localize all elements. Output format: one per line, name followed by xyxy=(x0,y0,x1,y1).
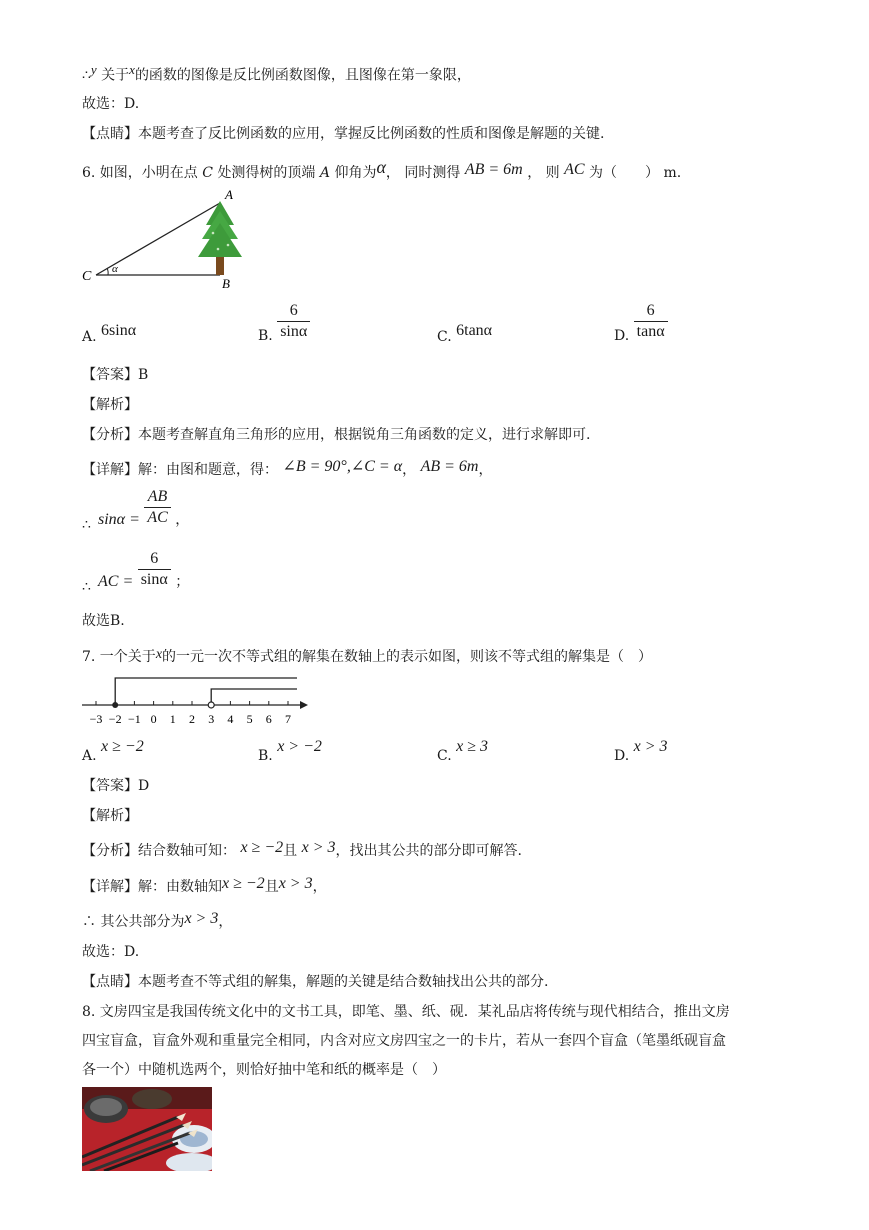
fraction-numerator: AB xyxy=(147,488,168,505)
x-variable: x xyxy=(129,62,135,77)
inequality: x > 3 xyxy=(184,910,219,927)
inequality: x > 3 xyxy=(278,875,313,892)
choose-line: 故选：D. xyxy=(82,96,140,112)
axis-tick-label: 2 xyxy=(189,712,195,726)
analysis-text: ，找出其公共的部分即可解答. xyxy=(335,843,522,859)
stem-text: 的一元一次不等式组的解集在数轴上的表示如图，则该不等式组的解集是（ ） xyxy=(162,649,653,665)
option-value: x > −2 xyxy=(277,738,322,755)
answer-line: 【答案】D xyxy=(82,778,150,794)
option-fraction xyxy=(634,302,668,341)
q6-stem xyxy=(82,157,681,182)
equation-lhs: AC = xyxy=(98,572,134,590)
option-label: B. xyxy=(258,327,273,344)
solution-ray-2 xyxy=(211,689,297,705)
calligraphy-brushes-photo xyxy=(82,1087,212,1171)
analysis-line xyxy=(82,839,522,860)
option-label: C. xyxy=(437,329,452,345)
equation-fraction xyxy=(138,550,171,589)
number-line-axis xyxy=(82,678,308,726)
axis-tick-label: −2 xyxy=(108,712,122,726)
jiexi-line: 【解析】 xyxy=(82,397,138,413)
comment-line: 【点睛】本题考查了反比例函数的应用，掌握反比例函数的性质和图像是解题的关键. xyxy=(82,126,605,142)
inequality: x ≥ −2 xyxy=(240,839,284,856)
option-value: x > 3 xyxy=(633,738,668,755)
axis-tick-label: −1 xyxy=(128,712,141,726)
detail-text: 【详解】解：由图和题意，得： xyxy=(82,462,278,478)
option-value: 6sinα xyxy=(101,322,137,339)
step1-equation xyxy=(98,488,189,527)
option-label: B. xyxy=(258,748,273,764)
fraction-numerator: 6 xyxy=(289,302,298,319)
equation-lhs: sinα = xyxy=(98,510,140,528)
number-line-figure xyxy=(82,672,308,732)
q8-line-3: 各一个）中随机选两个，则恰好抽中笔和纸的概率是（ ） xyxy=(82,1062,446,1078)
x-variable: x xyxy=(155,647,163,662)
option-b xyxy=(258,302,310,344)
analysis-text: 【分析】结合数轴可知： xyxy=(82,843,236,859)
stem-text: 为（ ） m. xyxy=(589,165,682,181)
axis-tick-label: 1 xyxy=(169,712,176,726)
angle-alpha-label: α xyxy=(112,263,118,275)
stem-text: 处测得树的顶端 xyxy=(217,165,316,181)
option-value: 6tanα xyxy=(456,322,493,339)
triangle-tree-figure xyxy=(78,185,258,290)
inequality: x > 3 xyxy=(301,839,336,856)
closed-point-icon xyxy=(112,702,118,708)
fraction-denominator: AC xyxy=(144,507,170,527)
detail-text: ， xyxy=(312,879,327,895)
detail-text: ， xyxy=(402,462,417,478)
intro-line xyxy=(82,62,471,85)
solution-ray-1 xyxy=(115,678,297,705)
option-value: x ≥ −2 xyxy=(101,738,144,755)
y-variable: y xyxy=(90,62,97,77)
q7-stem xyxy=(82,646,652,666)
intro-text: 的函数的图像是反比例函数图像，且图像在第一象限， xyxy=(134,67,471,84)
detail-line xyxy=(82,456,492,479)
jiexi-line: 【解析】 xyxy=(82,808,138,824)
option-label: D. xyxy=(614,748,630,764)
stem-text: 7. 一个关于 xyxy=(82,649,156,665)
option-c xyxy=(437,738,489,764)
option-label: D. xyxy=(614,327,630,344)
therefore-symbol: ∴ xyxy=(82,67,91,84)
stem-text: 6. 如图，小明在点 xyxy=(82,165,198,181)
comment-line: 【点睛】本题考查不等式组的解集，解题的关键是结合数轴找出公共的部分. xyxy=(82,974,549,990)
option-fraction xyxy=(277,302,310,341)
therefore-symbol: ∴ xyxy=(82,579,91,595)
ab-equation: AB = 6m xyxy=(464,161,523,178)
fraction-denominator: tanα xyxy=(634,321,668,341)
fraction-denominator: sinα xyxy=(138,569,171,589)
option-label: A. xyxy=(82,329,97,345)
alpha-symbol: α xyxy=(376,157,386,177)
option-d xyxy=(614,738,668,764)
fraction-numerator: 6 xyxy=(646,302,655,319)
detail-equation: ∠B = 90°,∠C = α xyxy=(282,458,403,475)
axis-tick-label: 3 xyxy=(208,712,215,726)
angle-arc xyxy=(107,268,108,275)
fraction-numerator: 6 xyxy=(150,550,159,567)
common-text: ， xyxy=(218,914,233,930)
stem-text: ， 则 xyxy=(527,165,560,181)
vertex-a-label: A xyxy=(225,187,233,202)
detail-text: 且 xyxy=(264,879,279,895)
option-a xyxy=(82,738,144,764)
vertex-b-label: B xyxy=(222,276,230,290)
step2-equation xyxy=(98,550,189,589)
common-line xyxy=(82,910,232,931)
equation-punct: ； xyxy=(175,573,190,590)
choose-line: 故选B. xyxy=(82,613,125,629)
axis-tick-label: 7 xyxy=(285,712,291,726)
fraction-denominator: sinα xyxy=(277,321,310,341)
analysis-text: 且 xyxy=(283,843,298,859)
q8-line-1: 8. 文房四宝是我国传统文化中的文书工具，即笔、墨、纸、砚．某礼品店将传统与现代相结合，推出文房 xyxy=(82,1004,730,1020)
answer-line: 【答案】B xyxy=(82,367,149,383)
inequality: x ≥ −2 xyxy=(222,875,265,892)
vertex-c-label: C xyxy=(82,269,92,284)
equation-fraction xyxy=(144,488,170,527)
common-text: ∴ 其公共部分为 xyxy=(82,914,185,930)
option-label: A. xyxy=(82,748,97,764)
detail-line xyxy=(82,875,327,896)
axis-tick-label: 0 xyxy=(150,712,157,726)
axis-tick-label: 5 xyxy=(246,712,253,726)
ac-term: AC xyxy=(564,161,585,178)
axis-tick-label: −3 xyxy=(89,712,103,726)
detail-text: 【详解】解：由数轴知 xyxy=(82,879,222,895)
option-label: C. xyxy=(437,748,452,764)
axis-arrow-icon xyxy=(300,701,308,709)
equation-punct: ， xyxy=(175,511,190,528)
option-b xyxy=(258,738,322,764)
detail-text: ， xyxy=(478,462,493,478)
stem-text: 仰角为 xyxy=(334,165,377,181)
analysis-line: 【分析】本题考查解直角三角形的应用，根据锐角三角函数的定义，进行求解即可. xyxy=(82,427,591,443)
stem-text: ， 同时测得 xyxy=(385,165,461,181)
q8-line-2: 四宝盲盒，盲盒外观和重量完全相同，内含对应文房四宝之一的卡片，若从一套四个盲盒（笔墨纸砚盲盒 xyxy=(82,1033,726,1049)
axis-tick-label: 6 xyxy=(265,712,272,726)
therefore-symbol: ∴ xyxy=(82,517,91,533)
axis-tick-label: 4 xyxy=(227,712,234,726)
choose-line: 故选：D. xyxy=(82,944,140,960)
detail-equation: AB = 6m xyxy=(420,458,479,475)
open-point-icon xyxy=(208,702,214,708)
point-label: C xyxy=(202,165,213,181)
intro-text: 关于 xyxy=(101,67,130,84)
option-c xyxy=(437,322,493,346)
option-value: x ≥ 3 xyxy=(456,738,489,755)
point-label: A xyxy=(319,165,331,181)
option-a xyxy=(82,322,137,346)
option-d xyxy=(614,302,668,344)
